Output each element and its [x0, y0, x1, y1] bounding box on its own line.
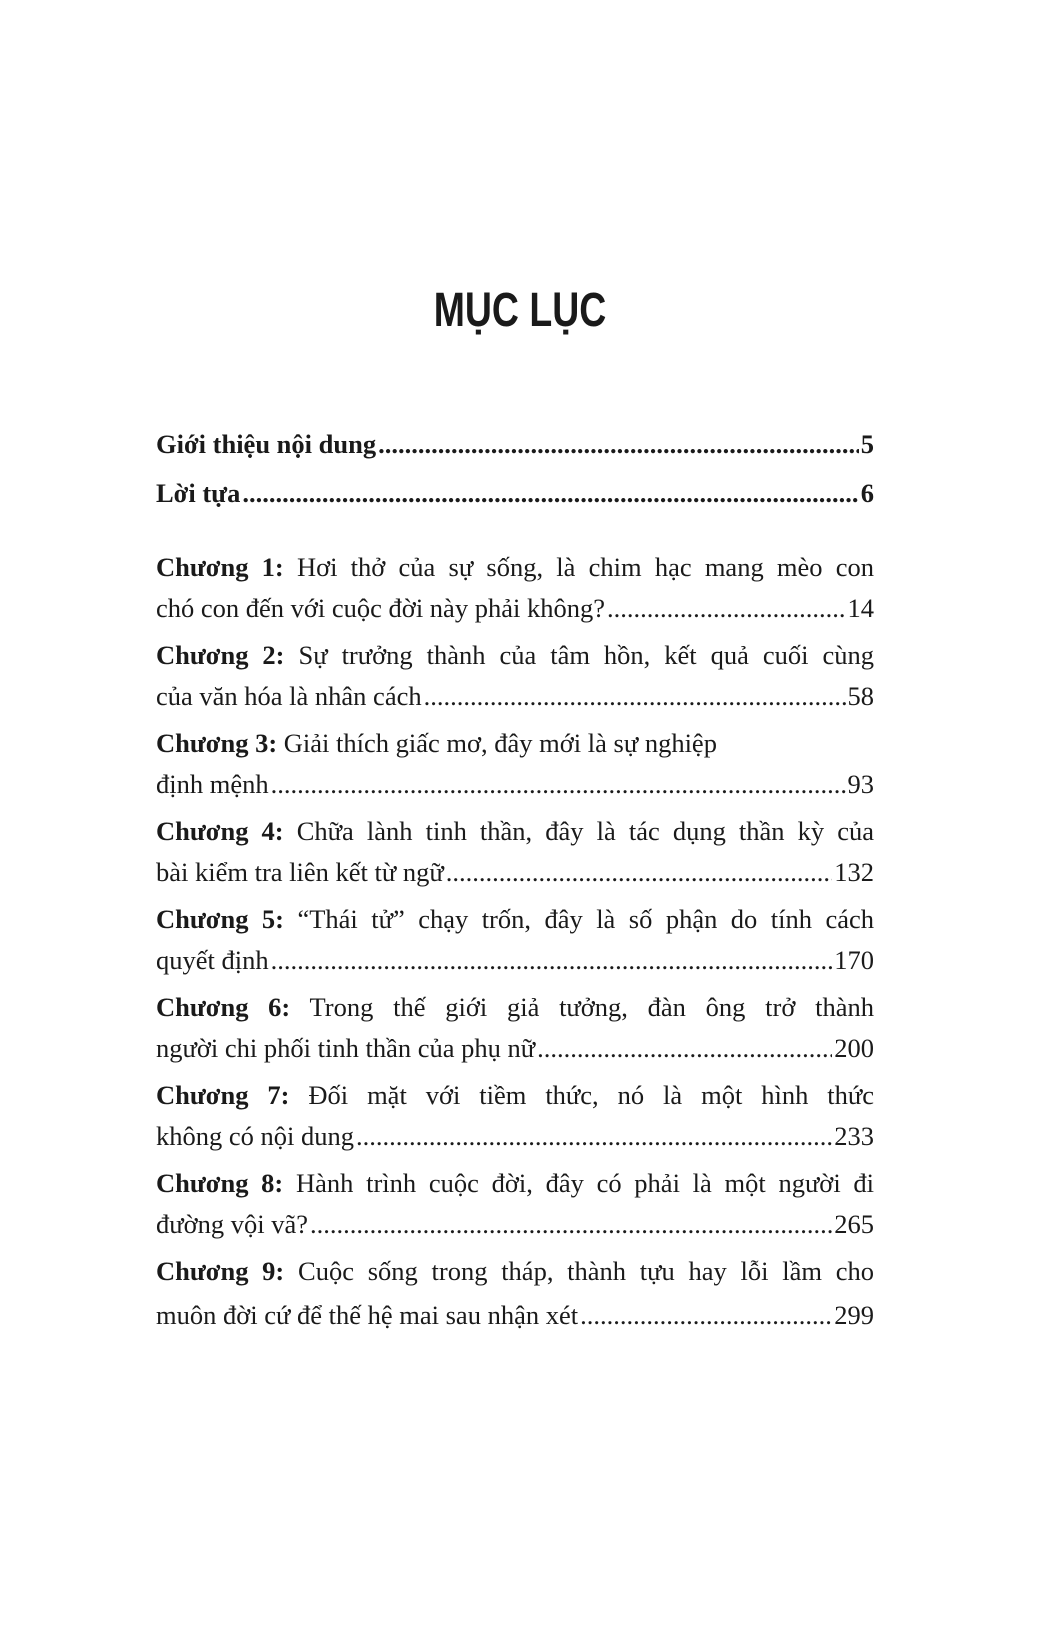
toc-entry-chapter-6	[156, 987, 874, 1069]
chapter-label: Chương 9:	[156, 1256, 285, 1286]
chapter-title-continued: chó con đến với cuộc đời này phải không?	[156, 593, 605, 623]
chapter-label: Chương 6:	[156, 992, 291, 1022]
chapter-title: Đối mặt với tiềm thức, nó là một hình thức	[308, 1080, 875, 1110]
chapter-label: Chương 2:	[156, 640, 285, 670]
dot-leader	[310, 1204, 832, 1245]
chapter-title-line	[156, 547, 874, 588]
entry-label: Giới thiệu nội dung	[156, 429, 377, 459]
chapter-title-continued: người chi phối tinh thần của phụ nữ	[156, 1033, 536, 1063]
toc-entry-chapter-4	[156, 811, 874, 893]
entry-page-number: 14	[847, 593, 874, 623]
chapter-title: Hành trình cuộc đời, đây có phải là một người đi	[295, 1168, 875, 1198]
chapter-title-continued: định mệnh	[156, 769, 269, 799]
chapter-label: Chương 4:	[156, 816, 284, 846]
chapter-title-continued: đường vội vã?	[156, 1209, 309, 1239]
dot-leader	[537, 1028, 832, 1069]
toc-entry-chapter-7	[156, 1075, 874, 1157]
chapter-title-line	[156, 723, 874, 764]
front-matter-list	[156, 416, 874, 514]
toc-entry-chapter-8	[156, 1163, 874, 1245]
chapter-title: Chữa lành tinh thần, đây là tác dụng thần kỳ của	[296, 816, 875, 846]
chapter-title-line	[156, 811, 874, 852]
toc-entry-preface	[156, 465, 874, 514]
dot-leader	[271, 764, 846, 805]
chapter-title-continued: không có nội dung	[156, 1121, 354, 1151]
chapter-title-continued: của văn hóa là nhân cách	[156, 681, 422, 711]
toc-entry-chapter-9	[156, 1251, 874, 1336]
dot-leader	[424, 676, 846, 717]
entry-page-number: 93	[847, 769, 874, 799]
chapter-title: Trong thế giới giả tưởng, đàn ông trở thành	[309, 992, 874, 1022]
chapter-title: Sự trưởng thành của tâm hồn, kết quả cuối cùng	[298, 640, 875, 670]
entry-page-number: 132	[834, 857, 874, 887]
chapter-title: Cuộc sống trong tháp, thành tựu hay lỗi lầm cho	[298, 1256, 874, 1286]
entry-label: Lời tựa	[156, 478, 241, 508]
chapter-title-continued: quyết định	[156, 945, 269, 975]
entry-page-number: 200	[834, 1033, 874, 1063]
entry-page-number: 233	[834, 1121, 874, 1151]
page-title: MỤC LỤC	[433, 284, 607, 337]
toc-entry-chapter-5	[156, 899, 874, 981]
entry-page-number: 5	[860, 429, 874, 459]
toc-entry-chapter-2	[156, 635, 874, 717]
chapter-label: Chương 5:	[156, 904, 284, 934]
dot-leader	[271, 940, 833, 981]
dot-leader	[242, 473, 858, 514]
dot-leader	[607, 588, 846, 629]
dot-leader	[378, 424, 859, 465]
chapter-title-continued: muôn đời cứ để thế hệ mai sau nhận xét	[156, 1300, 579, 1330]
chapter-title: Hơi thở của sự sống, là chim hạc mang mèo con	[296, 552, 874, 582]
chapter-label: Chương 1:	[156, 552, 284, 582]
dot-leader	[446, 852, 832, 893]
chapter-title: “Thái tử” chạy trốn, đây là số phận do tính cách	[297, 904, 874, 934]
toc-entry-chapter-1	[156, 547, 874, 629]
entry-page-number: 58	[847, 681, 874, 711]
toc-entry-introduction	[156, 416, 874, 465]
dot-leader	[580, 1295, 832, 1336]
chapter-list	[156, 547, 874, 1342]
chapter-title: Giải thích giấc mơ, đây mới là sự nghiệp	[283, 728, 717, 758]
entry-page-number: 6	[860, 478, 874, 508]
chapter-title-line	[156, 1075, 874, 1116]
chapter-title-line	[156, 987, 874, 1028]
chapter-label: Chương 8:	[156, 1168, 284, 1198]
chapter-label: Chương 3:	[156, 728, 278, 758]
toc-entry-chapter-3	[156, 723, 874, 805]
chapter-label: Chương 7:	[156, 1080, 290, 1110]
dot-leader	[356, 1116, 832, 1157]
chapter-title-line	[156, 635, 874, 676]
chapter-title-line	[156, 899, 874, 940]
entry-page-number: 170	[834, 945, 874, 975]
entry-page-number: 299	[834, 1300, 874, 1330]
chapter-title-line	[156, 1251, 874, 1292]
entry-page-number: 265	[834, 1209, 874, 1239]
chapter-title-line	[156, 1163, 874, 1204]
chapter-title-continued: bài kiểm tra liên kết từ ngữ	[156, 857, 444, 887]
